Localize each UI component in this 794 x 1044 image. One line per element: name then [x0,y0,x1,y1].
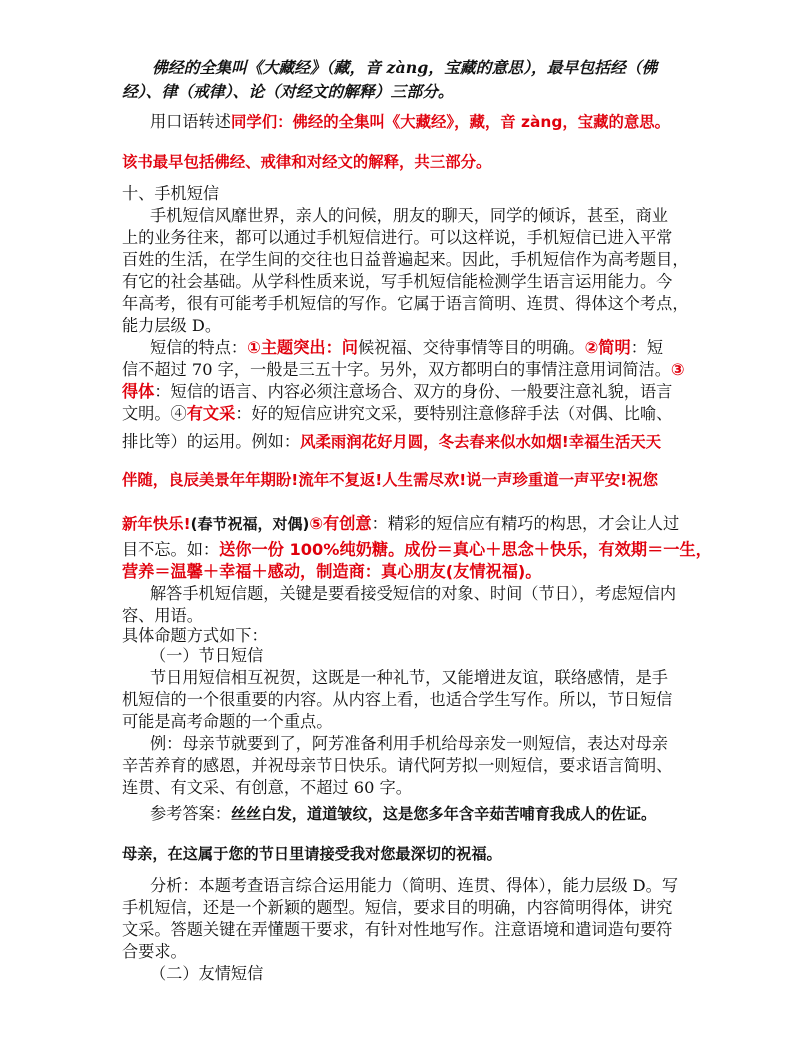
example-text: 新年快乐! [122,515,191,533]
text-span: 年高考，很有可能考手机短信的写作。它属于语言简明、连贯、得体这个考点， [122,294,689,313]
text-line [122,250,689,270]
text-span: 百姓的生活，在学生间的交往也日益普遍起来。因此，手机短信作为高考题目， [122,250,689,269]
text-span: 分析：本题考查语言综合运用能力（简明、连贯、得体），能力层级 D。写 [150,876,679,895]
answer-text [122,844,502,864]
text-span: 佛经的全集叫《大藏经》（藏，音 zàng，宝藏的意思），最早包括经（佛 [152,58,658,77]
text-span: ：短信的语言、内容必须注意场合、双方的身份、一般要注意礼貌，语言 [154,382,673,401]
text-line [122,942,187,962]
text-span: （一）节日短信 [150,646,264,665]
text-span: 手机短信风靡世界，亲人的问候，朋友的聊天，同学的倾诉，甚至，商业 [150,206,668,225]
text-line [122,82,454,102]
text-span: 经）、律（戒律）、论（对经文的解释）三部分。 [122,82,454,101]
text-span: 能力层级 D。 [122,316,222,335]
text-line [122,514,679,534]
text-span: 十、手机短信 [122,184,220,203]
text-line [122,712,332,732]
text-span: 短信的特点： [150,338,248,357]
text-span: 节日用短信相互祝贺，这既是一种礼节，又能增进友谊，联络感情，是手 [150,668,668,687]
text-line [122,626,268,646]
text-line [122,778,412,798]
answer-text [122,152,491,172]
subsection-heading [150,964,263,984]
text-line [122,404,672,424]
text-span: 辛苦养育的感恩，并祝母亲节日快乐。请代阿芳拟一则短信，要求语言简明、 [122,756,673,775]
text-span: 文采。答题关键在弄懂题干要求，有针对性地写作。注意语境和遣词造句要符 [122,920,673,939]
example-text [122,470,658,490]
text-span: 有它的社会基础。从学科性质来说，写手机短信能检测学生语言运用能力。今 [122,272,673,291]
text-span: 伴随，良辰美景年年期盼!流年不复返!人生需尽欢!说一声珍重道一声平安!祝您 [122,471,658,489]
text-line [122,272,672,292]
text-span: 容、用语。 [122,606,203,625]
text-span: 文明。④ [122,404,187,423]
text-span: 例：母亲节就要到了，阿芳准备利用手机给母亲发一则短信，表达对母亲 [150,734,668,753]
text-span: (春节祝福，对偶) [190,515,310,533]
text-line [122,898,672,918]
text-span: 用口语转述 [150,112,231,131]
text-span: 母亲，在这属于您的节日里请接受我对您最深切的祝福。 [122,845,502,863]
text-span: 连贯、有文采、有创意，不超过 60 字。 [122,778,412,797]
text-line [122,606,203,626]
text-line [150,734,668,754]
subsection-heading [150,646,263,666]
text-span: 机短信的一个很重要的内容。从内容上看，也适合学生写作。所以，节日短信 [122,690,673,709]
text-line [122,294,689,314]
text-line [150,338,663,358]
text-line [122,228,672,248]
text-line [122,540,712,560]
answer-text: 丝丝白发，道道皱纹，这是您多年含辛茹苦哺育我成人的佐证。 [230,805,657,823]
highlight-text: ②简明 [584,338,631,357]
text-span: 目不忘。如： [122,540,220,559]
text-line [122,360,685,380]
text-span: 候祝福、交待事情等目的明确。 [357,338,585,357]
highlight-text: 问 [341,338,358,357]
text-line [122,756,672,776]
text-span: ：精彩的短信应有精巧的构思，才会让人过 [371,514,680,533]
text-line [122,690,672,710]
text-span: 该书最早包括佛经、戒律和对经文的解释，共三部分。 [122,153,492,171]
text-span: （二）友情短信 [150,964,264,983]
text-line [122,920,672,940]
text-line [122,316,221,336]
text-line [150,668,668,688]
text-line [150,584,676,604]
text-span: ：好的短信应讲究文采，要特别注意修辞手法（对偶、比喻、 [235,404,673,423]
text-span: 上的业务往来，都可以通过手机短信进行。可以这样说，手机短信已进入平常 [122,228,673,247]
text-line [152,58,657,78]
text-span: 参考答案： [150,804,231,823]
text-line [122,432,661,452]
text-line [150,804,656,824]
text-span: 可能是高考命题的一个重点。 [122,712,333,731]
highlight-text: ③ [670,360,685,379]
example-text [122,562,541,582]
highlight-text: 得体 [122,382,155,401]
text-span: 信不超过 70 字，一般是三五十字。另外，双方都明白的事情注意用词简洁。 [122,360,671,379]
text-span: 解答手机短信题，关键是要看接受短信的对象、时间（节日），考虑短信内 [150,584,677,603]
answer-text: 同学们：佛经的全集叫《大藏经》，藏，音 zàng，宝藏的意思。 [230,113,671,131]
highlight-text: ⑤有创意 [309,514,372,533]
text-line [150,112,670,132]
section-heading [122,184,219,204]
text-line [150,206,668,226]
text-span: 合要求。 [122,942,187,961]
text-line [150,876,678,896]
text-span: ：短 [630,338,664,357]
example-text: 送你一份 100%纯奶糖。成份＝真心＋思念＋快乐，有效期＝一生， [219,540,712,559]
highlight-text: 有文采 [186,404,236,423]
text-line [122,382,672,402]
text-span: 排比等）的运用。例如： [122,432,301,451]
text-span: 营养＝温馨＋幸福＋感动，制造商：真心朋友(友情祝福)。 [122,562,542,581]
text-span: 具体命题方式如下： [122,626,268,645]
example-text: 风柔雨润花好月圆，冬去春来似水如烟!幸福生活天天 [300,433,662,451]
highlight-text: ①主题突出： [247,338,342,357]
text-span: 手机短信，还是一个新颖的题型。短信，要求目的明确，内容简明得体，讲究 [122,898,673,917]
